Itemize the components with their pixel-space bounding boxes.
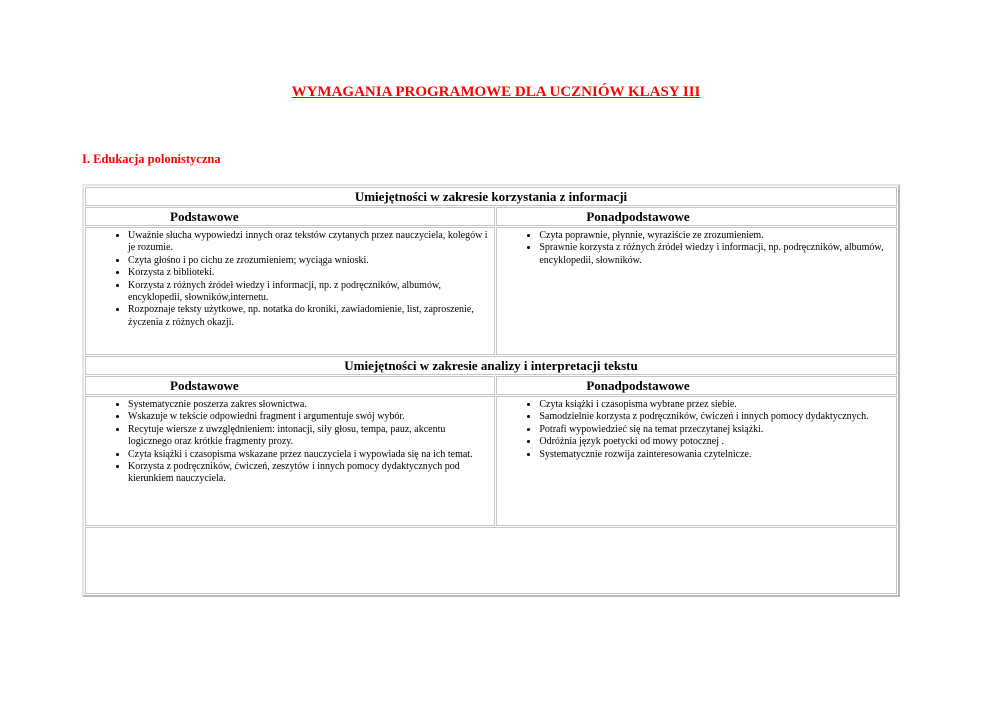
list-item: • Potrafi wypowiedzieć się na temat przeczytanej książki. xyxy=(539,424,890,436)
list-item: • Uważnie słucha wypowiedzi innych oraz tekstów czytanych przez nauczyciela, kolegów i je rozumie. xyxy=(128,230,488,255)
basic-requirements-list xyxy=(86,397,494,490)
column-header-basic: Podstawowe xyxy=(85,207,495,226)
list-item: • Systematycznie poszerza zakres słownictwa. xyxy=(128,399,488,411)
column-header-basic: Podstawowe xyxy=(85,376,495,395)
list-item: • Samodzielnie korzysta z podręczników, ćwiczeń i innych pomocy dydaktycznych. xyxy=(539,411,890,423)
list-item: • Recytuje wiersze z uwzględnieniem: intonacji, siły głosu, tempa, pauz, akcentu logicznego oraz krótkie fragmenty prozy. xyxy=(128,424,488,449)
list-item: • Wskazuje w tekście odpowiedni fragment i argumentuje swój wybór. xyxy=(128,411,488,423)
basic-requirements-list xyxy=(86,228,494,333)
section-heading: I. Edukacja polonistyczna xyxy=(82,152,221,166)
list-item: • Systematycznie rozwija zainteresowania czytelnicze. xyxy=(539,449,890,461)
column-header-advanced: Ponadpodstawowe xyxy=(496,207,897,226)
list-item: • Czyta książki i czasopisma wskazane przez nauczyciela i wypowiada się na ich temat. xyxy=(128,449,488,461)
basic-requirements-cell xyxy=(85,396,495,526)
list-item: • Korzysta z podręczników, ćwiczeń, zeszytów i innych pomocy dydaktycznych pod kierunkiem nauczyciela. xyxy=(128,461,488,486)
list-item: • Sprawnie korzysta z różnych źródeł wiedzy i informacji, np. podręczników, albumów, encyklopedii, słowników. xyxy=(539,242,890,267)
document-title: WYMAGANIA PROGRAMOWE DLA UCZNIÓW KLASY III xyxy=(291,84,701,100)
column-header-advanced: Ponadpodstawowe xyxy=(496,376,897,395)
requirements-table xyxy=(82,184,900,597)
list-item: • Czyta głośno i po cichu ze zrozumieniem; wyciąga wnioski. xyxy=(128,255,488,267)
list-item: • Odróżnia język poetycki od mowy potocznej . xyxy=(539,436,890,448)
list-item: • Korzysta z różnych źródeł wiedzy i informacji, np. z podręczników, albumów, encyklopedii, słowników,internetu. xyxy=(128,280,488,305)
list-item: • Czyta książki i czasopisma wybrane przez siebie. xyxy=(539,399,890,411)
advanced-requirements-cell xyxy=(496,396,897,526)
list-item: • Korzysta z biblioteki. xyxy=(128,267,488,279)
advanced-requirements-list xyxy=(497,397,896,465)
advanced-requirements-list xyxy=(497,228,896,271)
advanced-requirements-cell xyxy=(496,227,897,355)
section-header-text-analysis: Umiejętności w zakresie analizy i interpretacji tekstu xyxy=(85,356,897,375)
list-item: • Czyta poprawnie, płynnie, wyraziście ze zrozumieniem. xyxy=(539,230,890,242)
section-header-information: Umiejętności w zakresie korzystania z informacji xyxy=(85,187,897,206)
basic-requirements-cell xyxy=(85,227,495,355)
empty-table-row xyxy=(85,527,897,594)
list-item: • Rozpoznaje teksty użytkowe, np. notatka do kroniki, zawiadomienie, list, zaproszenie, życzenia z różnych okazji. xyxy=(128,304,488,329)
